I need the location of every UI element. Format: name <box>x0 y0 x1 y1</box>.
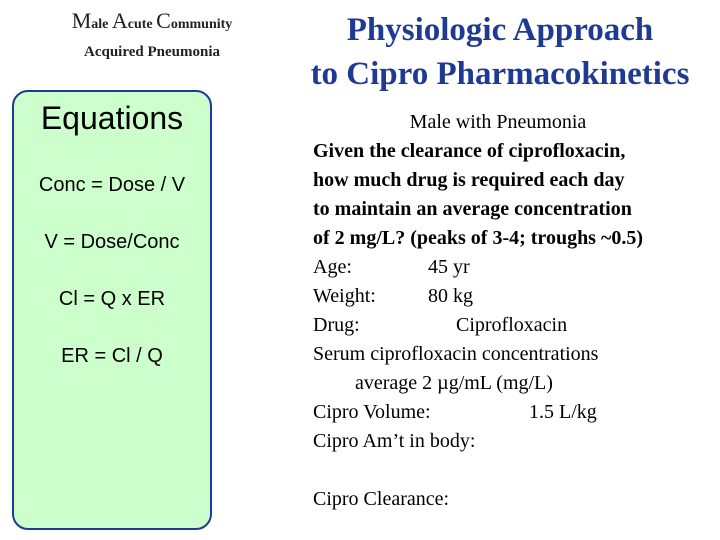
question-line: to maintain an average concentration <box>313 198 632 220</box>
field-value: 45 yr <box>428 256 470 278</box>
equation-conc: Conc = Dose / V <box>38 174 186 196</box>
case-heading: Male with Pneumonia <box>409 111 587 133</box>
field-label: Weight: <box>313 285 376 307</box>
amount-in-body-label: Cipro Am’t in body: <box>313 430 476 452</box>
volume-row <box>313 398 713 427</box>
page-title-line1: Physiologic Approach <box>346 12 654 48</box>
field-label: Age: <box>313 256 352 278</box>
volume-value: 1.5 L/kg <box>529 401 597 423</box>
equations-heading: Equations <box>40 100 184 136</box>
course-title-rest: ale <box>91 17 112 32</box>
clearance-label: Cipro Clearance: <box>313 488 450 510</box>
course-title-initial: A <box>111 8 128 33</box>
field-value: 80 kg <box>428 285 473 307</box>
course-title-initial: C <box>156 8 171 33</box>
volume-label: Cipro Volume: <box>313 401 431 423</box>
question-line: how much drug is required each day <box>313 169 625 191</box>
serum-average-line: average 2 µg/mL (mg/L) <box>355 372 553 394</box>
field-row-drug <box>313 311 713 340</box>
field-value: Ciprofloxacin <box>456 314 568 336</box>
page-title <box>290 8 710 96</box>
question-line: of 2 mg/L? (peaks of 3-4; troughs ~0.5) <box>313 227 644 249</box>
equation-clearance: Cl = Q x ER <box>58 288 166 310</box>
course-title-initial: M <box>71 8 92 33</box>
serum-line: Serum ciprofloxacin concentrations <box>313 343 599 365</box>
page-title-line2: to Cipro Pharmacokinetics <box>310 56 690 92</box>
course-title-rest: cute <box>127 17 157 32</box>
equation-extraction-ratio: ER = Cl / Q <box>61 345 163 367</box>
equations-panel <box>12 90 212 530</box>
case-content <box>313 108 713 514</box>
equation-volume: V = Dose/Conc <box>44 231 180 253</box>
course-subtitle: Acquired Pneumonia <box>84 44 220 60</box>
field-row-weight <box>313 282 713 311</box>
field-row-age <box>313 253 713 282</box>
course-title-rest: ommunity <box>170 17 233 32</box>
course-title <box>22 8 282 38</box>
course-header <box>22 8 282 61</box>
question-line: Given the clearance of ciprofloxacin, <box>313 140 626 162</box>
field-label: Drug: <box>313 314 360 336</box>
